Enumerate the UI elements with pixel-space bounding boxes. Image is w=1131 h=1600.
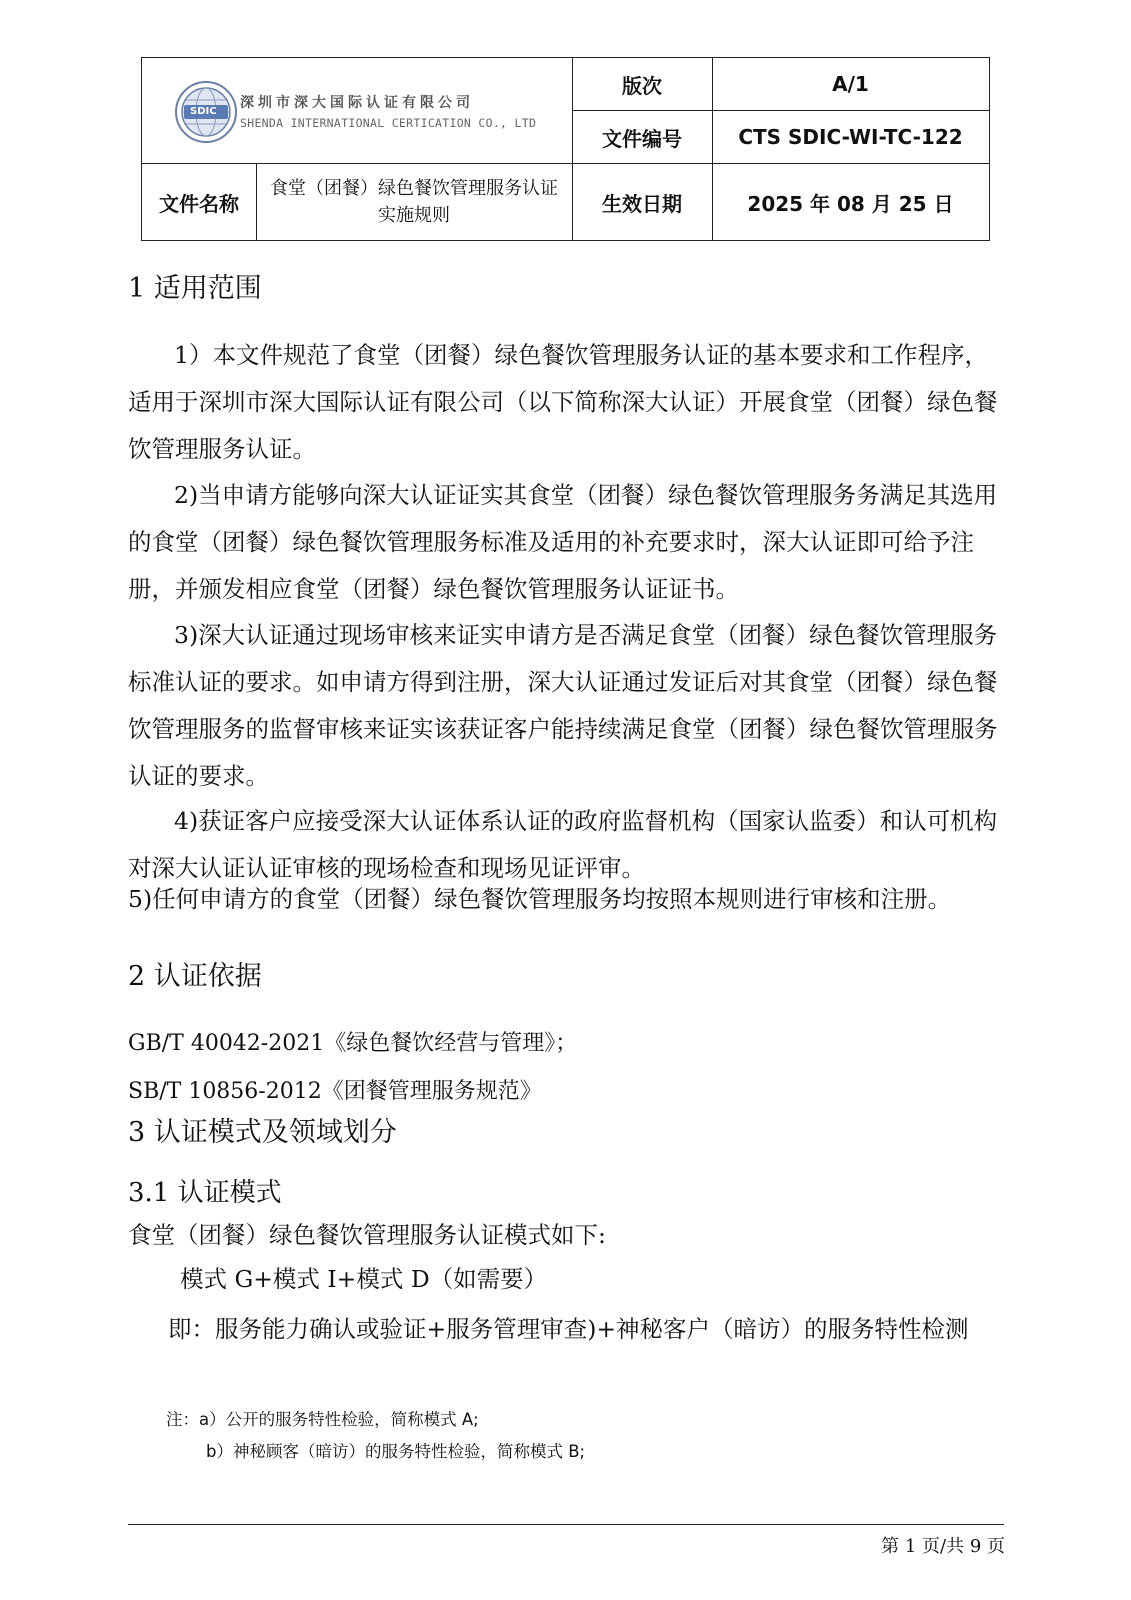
section-3-1-title: 3.1 认证模式	[128, 1178, 282, 1208]
note-a: 注：a）公开的服务特性检验，简称模式 A;	[166, 1410, 479, 1429]
version-value: A/1	[832, 72, 869, 96]
doc-number-label: 文件编号	[602, 126, 682, 151]
mode-intro: 食堂（团餐）绿色餐饮管理服务认证模式如下:	[128, 1221, 606, 1249]
doc-number-value: CTS SDIC-WI-TC-122	[738, 125, 963, 149]
section-1-paragraph-3: 3)深大认证通过现场审核来证实申请方是否满足食堂（团餐）绿色餐饮管理服务标准认证的要求。如申请方得到注册，深大认证通过发证后对其食堂（团餐）绿色餐饮管理服务的监督审核来证实该获证客户能持续满足食堂（团餐）绿色餐饮管理服务认证的要求。	[128, 621, 998, 790]
effective-date-value: 2025 年 08 月 25 日	[747, 191, 954, 216]
section-3-title: 3 认证模式及领域划分	[128, 1117, 397, 1148]
reference-1: GB/T 40042-2021《绿色餐饮经营与管理》；	[128, 1031, 578, 1056]
mode-formula: 模式 G+模式 I+模式 D（如需要）	[180, 1265, 548, 1293]
reference-2: SB/T 10856-2012《团餐管理服务规范》	[128, 1079, 542, 1104]
page-number: 第 1 页/共 9 页	[881, 1536, 1005, 1557]
section-1-paragraph-2: 2)当申请方能够向深大认证证实其食堂（团餐）绿色餐饮管理服务务满足其选用的食堂（团餐）绿色餐饮管理服务标准及适用的补充要求时，深大认证即可给予注册，并颁发相应食堂（团餐）绿色餐饮管理服务认证证书。	[128, 481, 998, 603]
section-1-paragraph-5: 5)任何申请方的食堂（团餐）绿色餐饮管理服务均按照本规则进行审核和注册。	[128, 885, 952, 913]
mode-explanation: 即：服务能力确认或验证+服务管理审查)+神秘客户（暗访）的服务特性检测	[168, 1315, 969, 1343]
section-2-title: 2 认证依据	[128, 961, 262, 992]
section-1-title: 1 适用范围	[128, 273, 262, 304]
footer-divider	[128, 1524, 1004, 1525]
logo-text: SDIC	[190, 106, 217, 117]
company-name-en: SHENDA INTERNATIONAL CERTICATION CO., LTD	[240, 116, 537, 130]
section-1-paragraph-1: 1）本文件规范了食堂（团餐）绿色餐饮管理服务认证的基本要求和工作程序，适用于深圳市深大国际认证有限公司（以下简称深大认证）开展食堂（团餐）绿色餐饮管理服务认证。	[128, 341, 998, 463]
company-name-cn: 深圳市深大国际认证有限公司	[240, 95, 474, 111]
doc-name-label: 文件名称	[159, 191, 239, 216]
doc-name-value: 食堂（团餐）绿色餐饮管理服务认证实施规则	[270, 178, 558, 226]
header-table	[141, 57, 990, 241]
effective-date-label: 生效日期	[602, 191, 682, 216]
company-logo	[142, 58, 582, 166]
version-label: 版次	[622, 73, 662, 98]
section-1-paragraph-4: 4)获证客户应接受深大认证体系认证的政府监督机构（国家认监委）和认可机构对深大认证认证审核的现场检查和现场见证评审。	[128, 807, 998, 882]
note-b: b）神秘顾客（暗访）的服务特性检验，简称模式 B;	[206, 1442, 586, 1461]
